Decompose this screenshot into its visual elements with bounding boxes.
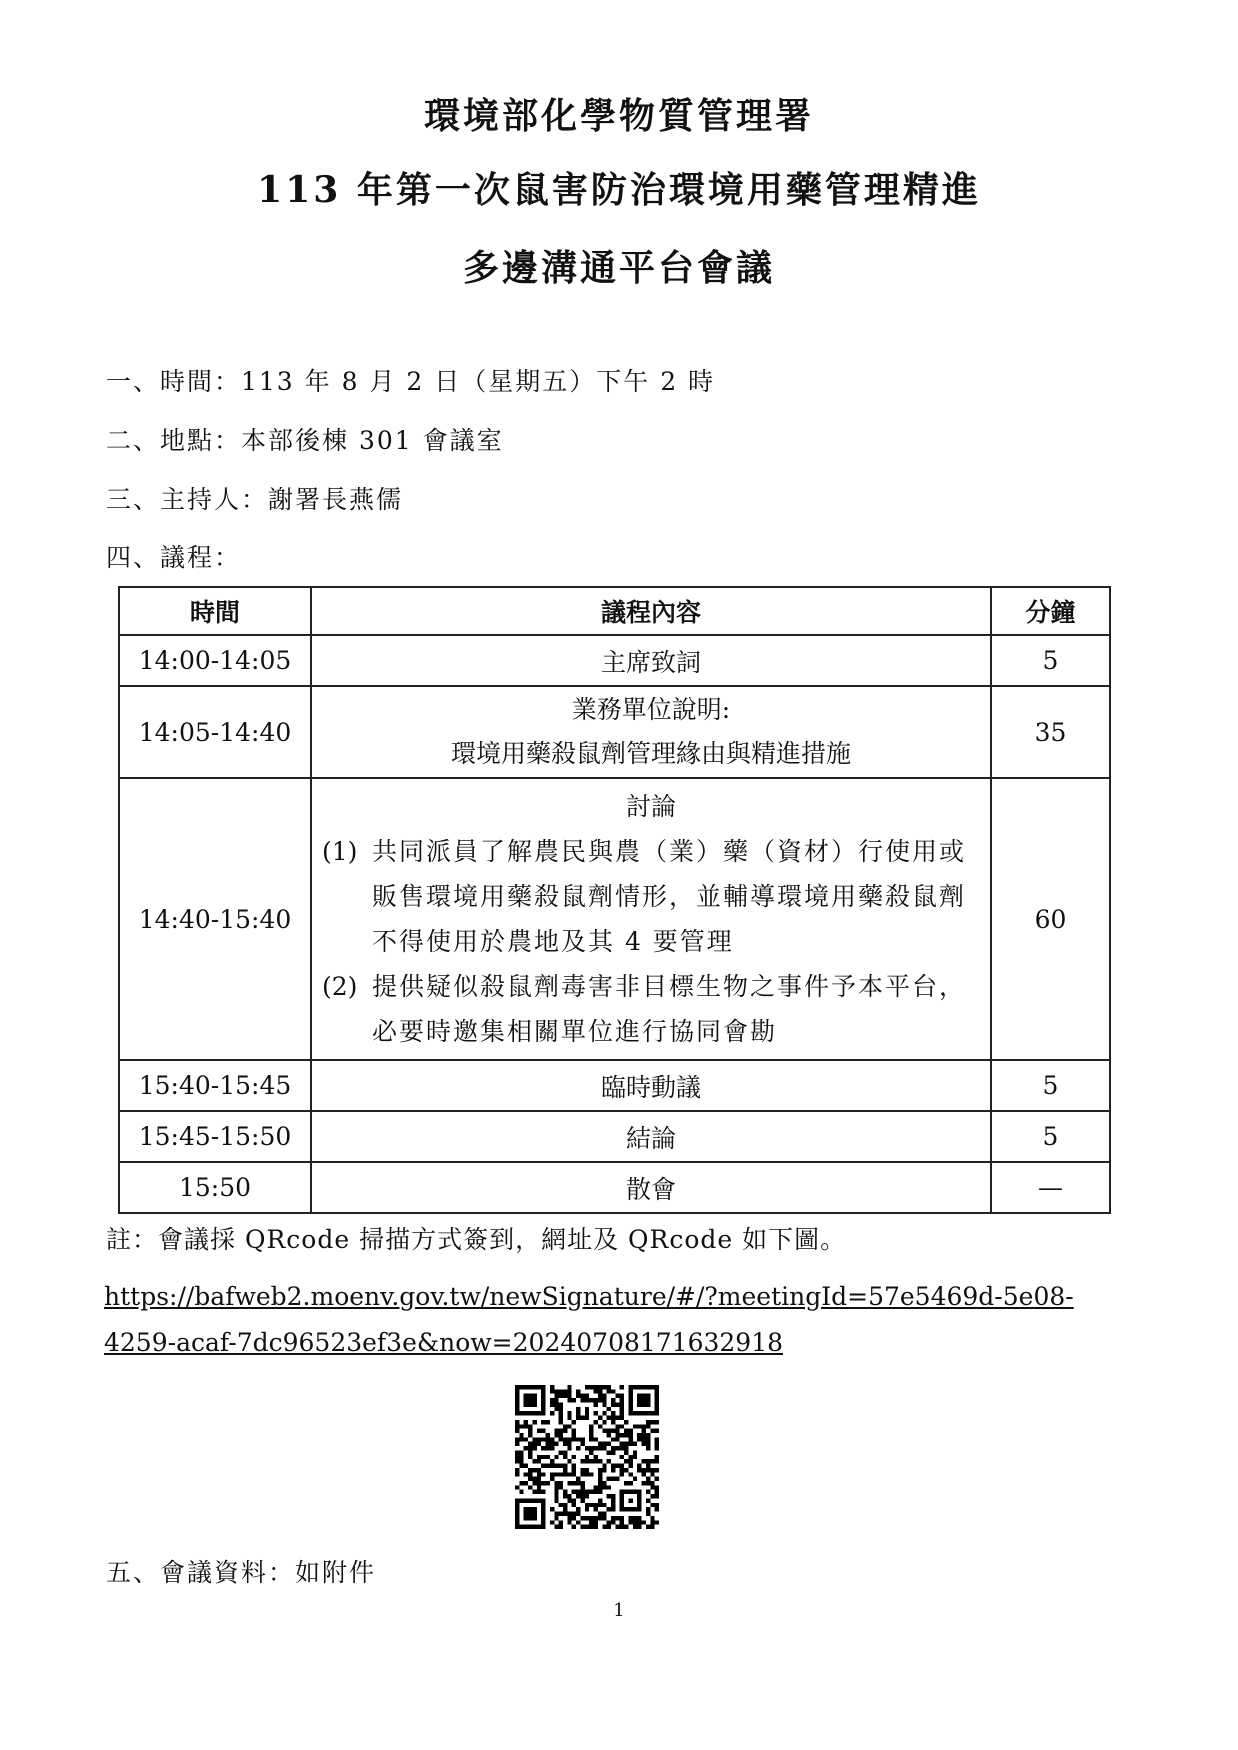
row-minutes: 5	[991, 1060, 1110, 1111]
discussion-item-text: 共同派員了解農民與農（業）藥（資材）行使用或販售環境用藥殺鼠劑情形，並輔導環境用藥殺鼠劑不得使用於農地及其 4 要管理	[372, 837, 967, 956]
discussion-item-number: (2)	[322, 972, 358, 1001]
meeting-time: 一、時間：113 年 8 月 2 日（星期五）下午 2 時	[106, 367, 716, 396]
discussion-item	[322, 964, 980, 1054]
header-minutes: 分鐘	[991, 587, 1110, 635]
row-time: 14:05-14:40	[119, 686, 311, 778]
table-header-row	[119, 587, 1110, 635]
header-time: 時間	[119, 587, 311, 635]
row-content: 散會	[311, 1162, 991, 1213]
meeting-materials: 五、會議資料：如附件	[106, 1558, 377, 1587]
row-time: 14:00-14:05	[119, 635, 311, 686]
discussion-item-number: (1)	[322, 837, 358, 866]
discussion-item-text: 提供疑似殺鼠劑毒害非目標生物之事件予本平台，必要時邀集相關單位進行協同會勘	[372, 972, 967, 1046]
row-time: 14:40-15:40	[119, 778, 311, 1060]
qr-code-icon	[515, 1385, 659, 1529]
row-time: 15:50	[119, 1162, 311, 1213]
meeting-host: 三、主持人：謝署長燕儒	[106, 485, 404, 514]
row-minutes: 35	[991, 686, 1110, 778]
row-content	[311, 686, 991, 778]
title-line-2: 113 年第一次鼠害防治環境用藥管理精進	[257, 169, 981, 211]
agenda-table	[118, 586, 1111, 1214]
table-row	[119, 1162, 1110, 1213]
discussion-heading: 討論	[625, 792, 676, 821]
meeting-location: 二、地點：本部後棟 301 會議室	[106, 426, 504, 455]
sign-in-url-link[interactable]: https://bafweb2.moenv.gov.tw/newSignature/#/?meetingId=57e5469d-5e08-4259-acaf-7dc96523ef3e&now=20240708171632918	[104, 1282, 1074, 1357]
sign-in-note: 註：會議採 QRcode 掃描方式簽到，網址及 QRcode 如下圖。	[106, 1225, 847, 1254]
row-minutes: 5	[991, 635, 1110, 686]
row-content-line: 環境用藥殺鼠劑管理緣由與精進措施	[450, 739, 851, 768]
discussion-item	[322, 829, 980, 964]
table-row	[119, 1060, 1110, 1111]
row-time: 15:45-15:50	[119, 1111, 311, 1162]
page-number: 1	[613, 1600, 625, 1621]
table-row	[119, 686, 1110, 778]
row-content: 結論	[311, 1111, 991, 1162]
row-time: 15:40-15:45	[119, 1060, 311, 1111]
row-content: 主席致詞	[311, 635, 991, 686]
title-line-3: 多邊溝通平台會議	[462, 247, 775, 289]
title-line-1: 環境部化學物質管理署	[423, 95, 814, 137]
row-minutes: 60	[991, 778, 1110, 1060]
table-row	[119, 778, 1110, 1060]
row-content	[311, 778, 991, 1060]
agenda-heading: 四、議程：	[106, 543, 242, 572]
row-content: 臨時動議	[311, 1060, 991, 1111]
row-content-line: 業務單位說明:	[571, 695, 731, 724]
header-content: 議程內容	[311, 587, 991, 635]
row-minutes: 5	[991, 1111, 1110, 1162]
row-minutes: —	[991, 1162, 1110, 1213]
table-row	[119, 635, 1110, 686]
table-row	[119, 1111, 1110, 1162]
